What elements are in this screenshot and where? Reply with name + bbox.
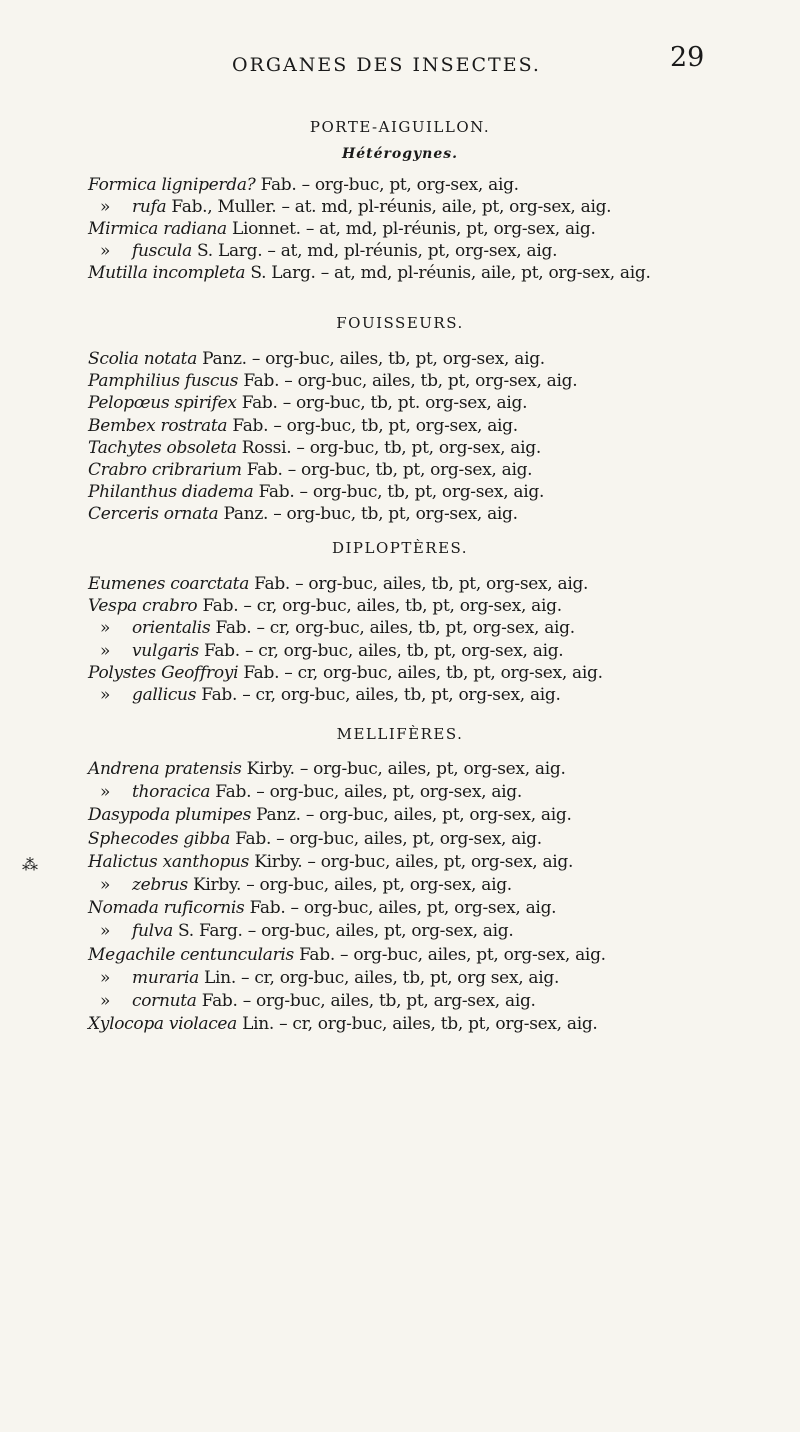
organ-list: Fab., Muller. – at. md, pl-réunis, aile, pt, org-sex, aig. [166,197,612,217]
organ-list: Fab. – org-buc, ailes, tb, pt, org-sex, aig. [238,371,578,392]
organ-list: Fab. – org-buc, tb, pt. org-sex, aig. [236,393,528,414]
species-entry [88,459,800,481]
organ-list: Fab. – cr, org-buc, ailes, tb, pt, org-sex, aig. [210,618,575,639]
ditto-mark: » [100,782,111,803]
species-name: fuscula [132,241,192,261]
species-entry [88,573,800,595]
ditto-mark: » [100,197,111,217]
species-name: cornuta [132,991,197,1011]
species-name: Pelopœus spirifex [88,393,237,414]
organ-list: Kirby. – org-buc, ailes, pt, org-sex, aig. [249,851,574,872]
organ-list: Fab. – org-buc, tb, pt, org-sex, aig. [227,415,518,436]
species-entry [88,851,800,873]
species-name: muraria [132,967,199,988]
organ-list: Rossi. – org-buc, tb, pt, org-sex, aig. [236,437,541,458]
ditto-mark: » [100,241,111,261]
species-name: Pamphilius fuscus [88,371,239,392]
organ-list: S. Larg. – at, md, pl-réunis, aile, pt, org-sex, aig. [245,263,651,283]
organ-list: Lin. – cr, org-buc, ailes, tb, pt, org-sex, aig. [237,1014,598,1035]
species-entry [88,392,800,414]
species-name: Eumenes coarctata [88,574,250,594]
group-title: DIPLOPTÈRES. [331,539,469,557]
group-title: MELLIFÈRES. [336,725,464,743]
ditto-mark: » [100,967,111,988]
species-name: Philanthus diadema [88,482,254,503]
species-entry [100,874,800,896]
species-name: orientalis [132,618,211,639]
running-head: ORGANES DES INSECTES. [232,54,541,76]
organ-list: Panz. – org-buc, tb, pt, org-sex, aig. [218,504,518,525]
species-entry [100,781,800,803]
species-entry [88,944,800,966]
species-entry [88,415,800,437]
species-name: Cerceris ornata [88,504,219,525]
species-name: rufa [132,197,167,217]
organ-list: Fab. – org-buc, ailes, tb, pt, arg-sex, aig. [196,991,536,1011]
species-name: zebrus [132,875,188,895]
organ-list: Fab. – org-buc, tb, pt, org-sex, aig. [253,482,545,503]
species-entry [88,758,800,780]
species-name: Crabro cribrarium [88,460,242,480]
ditto-mark: » [100,921,111,942]
species-entry [88,503,800,525]
organ-list: Panz. – org-buc, ailes, pt, org-sex, aig. [251,805,572,826]
species-entry [100,684,800,706]
organ-list: S. Farg. – org-buc, ailes, pt, org-sex, aig. [172,921,514,942]
organ-list: Fab. – cr, org-buc, ailes, tb, pt, org-sex, aig. [197,596,562,617]
species-name: Bembex rostrata [88,415,228,436]
species-name: gallicus [132,685,197,705]
species-entry [88,595,800,617]
species-name: Vespa crabro [88,596,198,617]
species-entry [100,240,800,262]
species-entry [88,370,800,392]
organ-list: Fab. – cr, org-buc, ailes, tb, pt, org-sex, aig. [198,640,564,661]
species-entry [100,617,800,639]
species-entry [100,920,800,942]
organ-list: S. Larg. – at, md, pl-réunis, pt, org-sex, aig. [191,241,558,261]
species-entry [88,262,800,284]
organ-list: Kirby. – org-buc, ailes, pt, org-sex, aig. [187,875,512,895]
species-name: Dasypoda plumipes [88,805,252,826]
species-name: Scolia notata [88,349,198,369]
species-entry [88,437,800,459]
species-entry [88,481,800,503]
organ-list: Fab. – org-buc, ailes, pt, org-sex, aig. [230,828,542,849]
species-name: Nomada ruficornis [88,898,245,919]
organ-list: Fab. – org-buc, ailes, pt, org-sex, aig. [244,898,557,919]
ditto-mark: » [100,991,111,1011]
species-entry [100,196,800,218]
species-name: Halictus xanthopus [88,851,250,872]
organ-list: Fab. – org-buc, ailes, pt, org-sex, aig. [293,944,606,965]
species-entry [100,640,800,662]
species-entry [88,662,800,684]
page-number: 29 [670,42,705,73]
species-entry [100,967,800,989]
organ-list: Fab. – org-buc, ailes, tb, pt, org-sex, aig. [249,574,589,594]
species-name: Megachile centuncularis [88,944,294,965]
organ-list: Fab. – org-buc, tb, pt, org-sex, aig. [241,460,533,480]
ditto-mark: » [100,618,111,639]
species-entry [88,1013,800,1035]
organ-list: Fab. – cr, org-buc, ailes, tb, pt, org-sex, aig. [238,662,603,683]
species-entry [88,348,800,370]
ditto-mark: » [100,685,111,705]
species-name: Tachytes obsoleta [88,437,237,458]
ditto-mark: » [100,640,111,661]
species-name: Sphecodes gibba [88,828,231,849]
organ-list: Lin. – cr, org-buc, ailes, tb, pt, org sex, aig. [198,967,560,988]
species-entry [88,174,800,196]
species-name: fulva [132,921,173,942]
species-name: Mirmica radiana [88,219,227,239]
species-name: Polystes Geoffroyi [88,662,239,683]
species-name: Andrena pratensis [88,759,242,779]
group-title: FOUISSEURS. [336,314,464,332]
species-entry [88,828,800,850]
organ-list: Panz. – org-buc, ailes, tb, pt, org-sex, aig. [197,349,545,369]
species-entry [100,990,800,1012]
species-name: Mutilla incompleta [88,263,246,283]
species-entry [88,218,800,240]
species-entry [88,804,800,826]
organ-list: Fab. – cr, org-buc, ailes, tb, pt, org-sex, aig. [196,685,561,705]
species-name: vulgaris [132,640,199,661]
organ-list: Fab. – org-buc, pt, org-sex, aig. [255,175,519,195]
ditto-mark: » [100,875,111,895]
margin-mark: ⁂ [22,855,38,874]
organ-list: Lionnet. – at, md, pl-réunis, pt, org-sex, aig. [226,219,596,239]
organ-list: Kirby. – org-buc, ailes, pt, org-sex, aig. [241,759,566,779]
species-name: thoracica [132,782,211,803]
section-subtitle: Hétérogynes. [342,146,458,162]
species-name: Formica ligniperda? [88,175,256,195]
section-title: PORTE-AIGUILLON. [309,118,491,136]
species-entry [88,897,800,919]
species-name: Xylocopa violacea [88,1014,238,1035]
organ-list: Fab. – org-buc, ailes, pt, org-sex, aig. [210,782,522,803]
